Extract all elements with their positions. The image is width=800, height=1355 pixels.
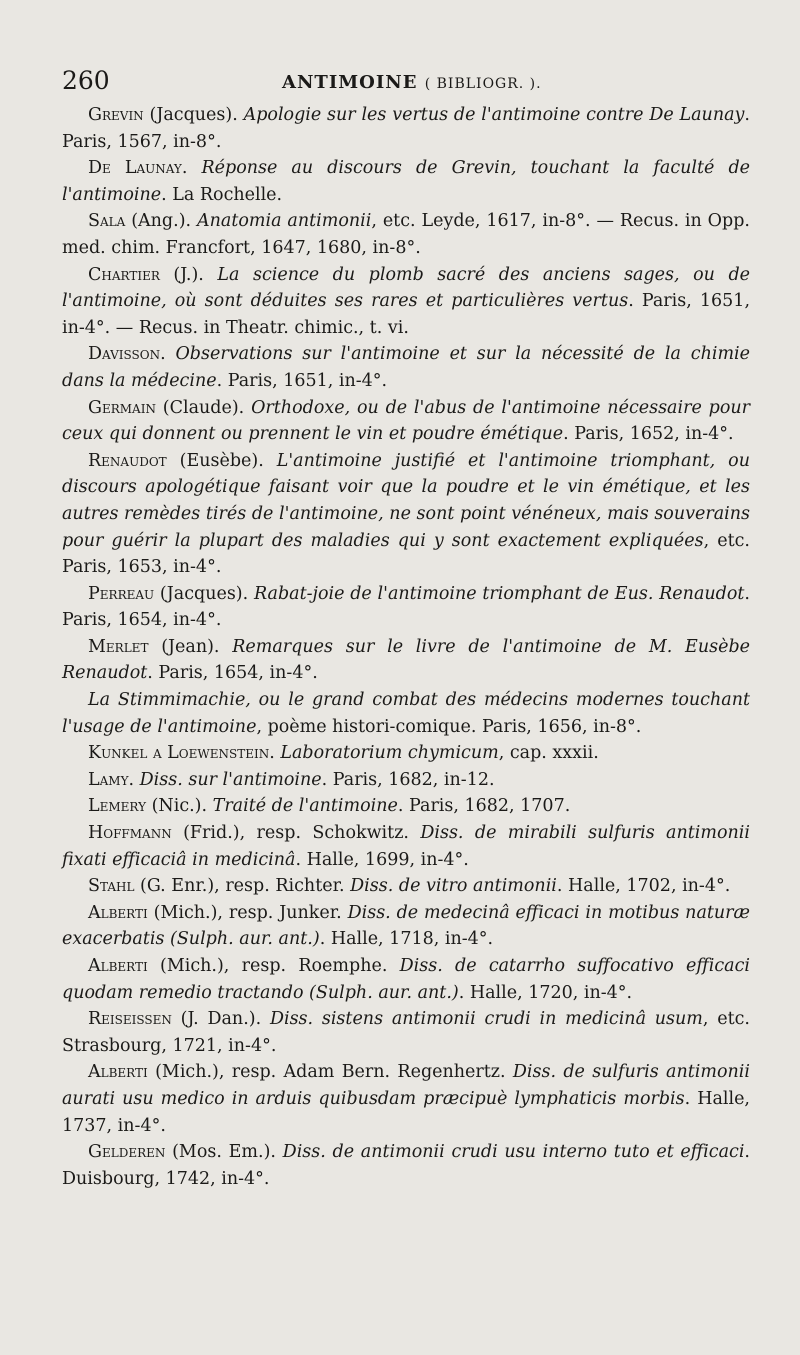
entry-author: Lamy <box>88 769 129 790</box>
entry-title: Remarques sur le livre de l'antimoine de M. Eusèbe Renaudot <box>62 636 750 684</box>
entry-author: Perreau <box>88 583 155 604</box>
entry-author: Alberti <box>88 902 148 923</box>
entry-details: (J. Dan.). <box>171 1009 270 1030</box>
entry-author: De Launay <box>88 158 182 179</box>
bibliography-entry <box>62 155 750 208</box>
entry-author: Alberti <box>88 1062 148 1083</box>
entry-imprint: . La Rochelle. <box>161 184 283 205</box>
entry-details: (Jacques). <box>154 583 254 604</box>
entry-author: Germain <box>88 397 156 418</box>
entry-title: Diss. de sulfuris antimonii aurati usu medico in arduis quibusdam præcipuè lymphaticis morbis <box>62 1062 750 1109</box>
running-title <box>282 72 542 93</box>
bibliography-entry <box>62 687 750 740</box>
entry-title: Observations sur l'antimoine et sur la nécessité de la chimie dans la médecine <box>62 344 750 391</box>
entry-author: Stahl <box>88 876 135 897</box>
entry-title: Diss. de medecinâ efficaci in motibus naturæ exacerbatis (Sulph. aur. ant.) <box>62 902 750 950</box>
entry-title: Apologie sur les vertus de l'antimoine contre De Launay <box>243 105 745 125</box>
entry-title: Diss. de catarrho suffocativo efficaci quodam remedio tractando (Sulph. aur. ant.) <box>62 956 750 1003</box>
bibliography-entry <box>62 1006 750 1059</box>
entry-imprint: . Paris, 1654, in-4°. <box>62 583 750 631</box>
entry-details: (Frid.), resp. Schokwitz. <box>171 823 421 844</box>
entry-title: Diss. de mirabili sulfuris antimonii fixati efficaciâ in medicinâ <box>62 823 750 870</box>
bibliography-entry <box>62 900 750 953</box>
entry-author: Renaudot <box>88 450 167 471</box>
entry-imprint: . Paris, 1651, in-4°. <box>216 370 388 391</box>
entry-details: (Mos. Em.). <box>165 1142 283 1163</box>
bibliography-entry <box>62 341 750 394</box>
entry-author: Lemery <box>88 796 147 817</box>
entry-details: (Mich.), resp. Junker. <box>147 902 348 923</box>
entry-imprint: . Halle, 1702, in-4°. <box>556 876 731 897</box>
entry-title: La science du plomb sacré des anciens sages, ou de l'antimoine, où sont déduites ses rares et particulières vertus <box>62 264 751 312</box>
entry-details: (J.). <box>159 264 218 285</box>
entry-details: . <box>269 743 281 764</box>
entry-imprint: . Paris, 1654, in-4°. <box>147 663 318 684</box>
entry-author: Merlet <box>88 636 149 657</box>
running-title-main: ANTIMOINE <box>282 72 418 93</box>
entry-title: Orthodoxe, ou de l'abus de l'antimoine nécessaire pour ceux qui donnent ou prennent le vin et poudre émétique <box>62 397 750 445</box>
bibliography-entry <box>62 395 750 448</box>
entry-author: Reiseissen <box>88 1009 172 1030</box>
entry-title: Réponse au discours de Grevin, touchant la faculté de l'antimoine <box>62 158 750 205</box>
entry-author: Alberti <box>88 956 148 976</box>
bibliography-entry <box>62 820 750 873</box>
entry-details: (Mich.), resp. Roemphe. <box>147 956 400 976</box>
entry-details: . <box>128 769 140 790</box>
entry-author: Hoffmann <box>88 823 172 844</box>
entry-title: Diss. de vitro antimonii <box>350 876 557 897</box>
bibliography-entry <box>62 208 750 261</box>
entry-title: La Stimmimachie, ou le grand combat des médecins modernes touchant l'usage de l'antimoine <box>62 690 750 737</box>
bibliography-entry <box>62 102 750 155</box>
entry-details: (Claude). <box>155 397 252 418</box>
bibliography-list <box>62 102 750 1192</box>
entry-imprint: . Paris, 1651, in-4°. — Recus. in Theatr. chimic., t. vi. <box>62 291 751 338</box>
entry-imprint: . Halle, 1720, in-4°. <box>458 982 633 1003</box>
entry-details: (Mich.), resp. Adam Bern. Regenhertz. <box>147 1062 513 1083</box>
entry-imprint: . Paris, 1652, in-4°. <box>563 424 734 445</box>
entry-imprint: . Halle, 1737, in-4°. <box>62 1088 750 1136</box>
entry-title: Anatomia antimonii <box>196 211 372 232</box>
entry-details: (G. Enr.), resp. Richter. <box>134 876 351 897</box>
entry-imprint: , etc. Leyde, 1617, in-8°. — Recus. in Opp. med. chim. Francfort, 1647, 1680, in-8°. <box>62 211 750 258</box>
running-title-subtitle: ( BIBLIOGR. ). <box>424 76 542 92</box>
bibliography-entry <box>62 634 750 687</box>
bibliography-entry <box>62 581 750 634</box>
entry-author: Grevin <box>88 105 144 125</box>
bibliography-entry <box>62 873 750 900</box>
entry-author: Chartier <box>88 264 160 285</box>
bibliography-entry <box>62 767 750 794</box>
bibliography-entry <box>62 740 750 767</box>
entry-title: Diss. sur l'antimoine <box>139 769 322 790</box>
entry-details: (Jacques). <box>143 105 244 125</box>
bibliography-entry <box>62 1059 750 1139</box>
page-header <box>62 66 752 98</box>
entry-title: Diss. sistens antimonii crudi in medicinâ usum <box>269 1009 703 1030</box>
entry-imprint: , etc. Strasbourg, 1721, in-4°. <box>62 1009 750 1056</box>
entry-details: (Ang.). <box>125 211 197 232</box>
entry-details: . <box>181 158 202 179</box>
bibliography-entry <box>62 1139 750 1192</box>
entry-title: Laboratorium chymicum <box>280 743 499 764</box>
entry-imprint: . Paris, 1567, in-8°. <box>62 105 750 152</box>
bibliography-entry <box>62 262 750 342</box>
entry-details: (Nic.). <box>146 796 213 817</box>
entry-title: Diss. de antimonii crudi usu interno tuto et efficaci <box>282 1142 745 1163</box>
entry-imprint: , etc. Paris, 1653, in-4°. <box>62 530 750 578</box>
entry-imprint: . Halle, 1718, in-4°. <box>319 929 494 950</box>
entry-imprint: . Duisbourg, 1742, in-4°. <box>62 1142 750 1189</box>
entry-author: Sala <box>88 211 126 232</box>
entry-author: Gelderen <box>88 1142 166 1163</box>
entry-imprint: . Paris, 1682, 1707. <box>397 796 571 817</box>
entry-details: (Eusèbe). <box>166 450 277 471</box>
entry-details: . <box>160 344 176 365</box>
entry-author: Davisson <box>88 344 161 365</box>
bibliography-entry <box>62 793 750 820</box>
entry-imprint: . Paris, 1682, in-12. <box>321 769 495 790</box>
bibliography-entry <box>62 448 750 581</box>
page-number: 260 <box>62 66 110 95</box>
entry-author: Kunkel a Loewenstein <box>88 743 270 764</box>
entry-title: Traité de l'antimoine <box>212 796 398 817</box>
entry-imprint: , poème histori-comique. Paris, 1656, in-8°. <box>256 716 642 737</box>
entry-title: L'antimoine justifié et l'antimoine triomphant, ou discours apologétique faisant voir que la poudre et le vin émétique, et les autres remèdes tirés de l'antimoine, ne sont point vénéneux, mais souverains pour guérir la plupart des maladies qui y sont exactement expliquées <box>62 450 750 551</box>
entry-imprint: . Halle, 1699, in-4°. <box>295 849 469 870</box>
entry-imprint: , cap. xxxii. <box>498 743 599 764</box>
entry-title: Rabat-joie de l'antimoine triomphant de Eus. Renaudot <box>253 583 745 604</box>
bibliography-entry <box>62 953 750 1006</box>
entry-details: (Jean). <box>148 636 233 657</box>
